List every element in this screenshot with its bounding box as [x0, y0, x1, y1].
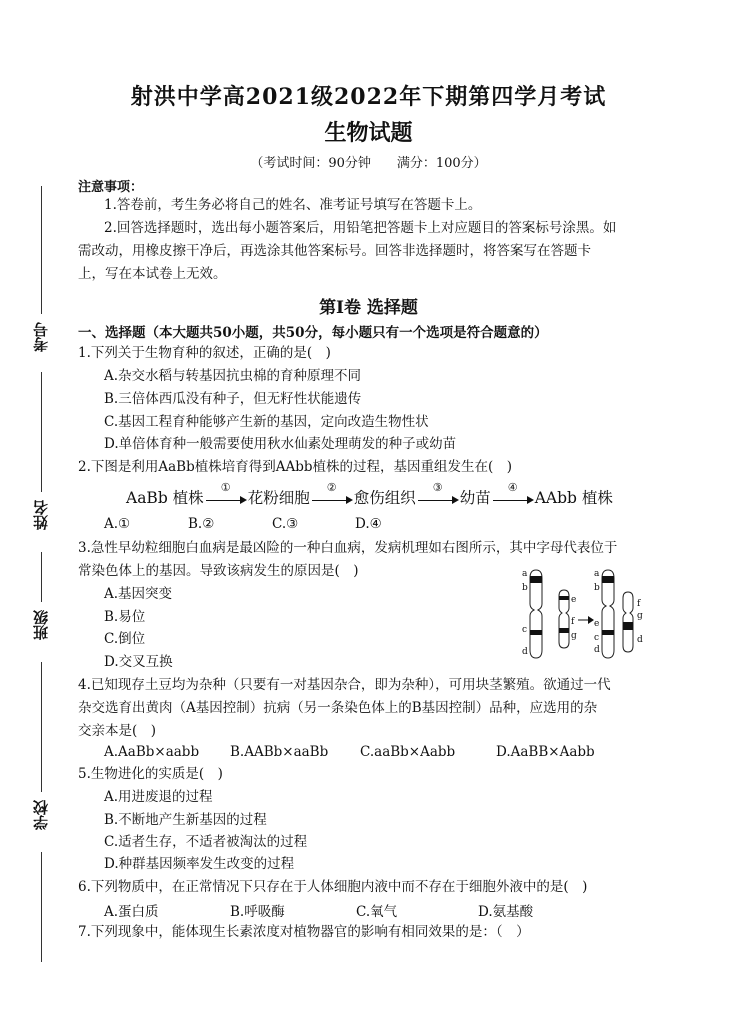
chromosome-translocation-figure [522, 566, 652, 664]
q2-option-b: B.② [188, 516, 215, 532]
q1-option-a: A.杂交水稻与转基因抗虫棉的育种原理不同 [104, 368, 362, 384]
binding-line-3 [41, 552, 42, 602]
fig-letter-b: b [522, 583, 528, 593]
q4-option-c: C.aaBb×Aabb [360, 744, 456, 760]
fig-letter-c: c [522, 625, 528, 635]
q6-option-b: B.呼吸酶 [230, 904, 285, 920]
q1-option-d: D.单倍体育种一般需要使用秋水仙素处理萌发的种子或幼苗 [104, 436, 457, 452]
fig-letter-e: e [571, 595, 577, 605]
notice-line-2: 2.回答选择题时，选出每小题答案后，用铅笔把答题卡上对应题目的答案标号涂黑。如 [104, 220, 617, 236]
flow-arrow-2: ② [310, 490, 354, 508]
fig-letter-g: g [571, 631, 577, 641]
fig-letter-g2: e [594, 619, 600, 629]
fig-letter-e2: f [637, 599, 641, 609]
q3-option-c: C.倒位 [104, 631, 146, 647]
q2-option-a: A.① [104, 516, 131, 532]
q4-stem-line-1: 4.已知现存土豆均为杂种（只要有一对基因杂合，即为杂种），可用块茎繁殖。欲通过一代 [78, 677, 611, 693]
q4-option-b: B.AABb×aaBb [230, 744, 329, 760]
q4-option-a: A.AaBb×aabb [104, 744, 200, 760]
binding-line-4 [41, 662, 42, 792]
fig-letter-d: d [522, 647, 528, 657]
fig-letter-b2: b [594, 583, 600, 593]
exam-title: 射洪中学高2021级2022年下期第四学月考试 [130, 84, 607, 110]
q3-option-d: D.交叉互换 [104, 654, 173, 670]
side-label-name: 姓名 [32, 500, 50, 530]
q4-stem-line-2: 杂交选育出黄肉（A基因控制）抗病（另一条染色体上的B基因控制）品种，应选用的杂 [78, 700, 598, 716]
q5-option-d: D.种群基因频率发生改变的过程 [104, 856, 295, 872]
flow-node-2: 花粉细胞 [247, 489, 310, 507]
q4-option-d: D.AaBB×Aabb [496, 744, 595, 760]
fig-letter-d2: d [594, 645, 600, 655]
q2-option-c: C.③ [272, 516, 299, 532]
flow-node-5: AAbb 植株 [534, 489, 613, 507]
flow-arrow-3: ③ [416, 490, 460, 508]
q6-stem: 6.下列物质中，在正常情况下只存在于人体细胞内液中而不存在于细胞外液中的是( ) [78, 879, 588, 895]
q3-option-a: A.基因突变 [104, 586, 173, 602]
q1-option-c: C.基因工程育种能够产生新的基因，定向改造生物性状 [104, 414, 429, 430]
q3-stem-line-2: 常染色体上的基因。导致该病发生的原因是( ) [78, 563, 359, 579]
flow-node-3: 愈伤组织 [353, 489, 416, 507]
exam-meta: （考试时间：90分钟 满分：100分） [250, 156, 487, 171]
side-label-class: 班级 [32, 610, 50, 640]
notice-heading: 注意事项： [78, 180, 144, 195]
fig-letter-a2: a [594, 569, 600, 579]
flow-node-1: AaBb 植株 [126, 489, 204, 507]
notice-line-4: 上，写在本试卷上无效。 [78, 266, 227, 282]
fig-letter-f: f [571, 617, 575, 627]
q5-option-b: B.不断地产生新基因的过程 [104, 812, 267, 828]
q6-option-c: C.氧气 [356, 904, 398, 920]
section-title: 第Ⅰ卷 选择题 [319, 298, 418, 318]
q2-option-d: D.④ [355, 516, 382, 532]
flow-arrow-1: ① [204, 490, 248, 508]
part-title: 一、选择题（本大题共50小题，共50分，每小题只有一个选项是符合题意的） [78, 325, 548, 341]
q6-option-a: A.蛋白质 [104, 904, 159, 920]
q3-option-b: B.易位 [104, 609, 146, 625]
q3-stem-line-1: 3.急性早幼粒细胞白血病是最凶险的一种白血病，发病机理如右图所示，其中字母代表位于 [78, 540, 618, 556]
q1-option-b: B.三倍体西瓜没有种子，但无籽性状能遗传 [104, 391, 362, 407]
fig-letter-d3: d [637, 635, 643, 645]
q5-option-c: C.适者生存，不适者被淘汰的过程 [104, 834, 308, 850]
q4-stem-line-3: 交亲本是( ) [78, 723, 157, 739]
notice-line-1: 1.答卷前，考生务必将自己的姓名、准考证号填写在答题卡上。 [104, 197, 482, 213]
flow-node-4: 幼苗 [459, 489, 491, 507]
fig-letter-a: a [522, 569, 528, 579]
q1-stem: 1.下列关于生物育种的叙述，正确的是( ) [78, 345, 331, 361]
flow-arrow-4: ④ [491, 490, 535, 508]
fig-letter-f2: g [637, 611, 643, 621]
q2-flow-diagram [126, 481, 613, 508]
q5-stem: 5.生物进化的实质是( ) [78, 766, 223, 782]
exam-subtitle: 生物试题 [324, 120, 413, 146]
binding-line-2 [41, 372, 42, 492]
notice-line-3: 需改动，用橡皮擦干净后，再选涂其他答案标号。回答非选择题时，将答案写在答题卡 [78, 243, 591, 259]
q5-option-a: A.用进废退的过程 [104, 789, 213, 805]
side-label-school: 学校 [32, 800, 50, 830]
q7-stem: 7.下列现象中，能体现生长素浓度对植物器官的影响有相同效果的是：（ ） [78, 924, 530, 940]
q6-option-d: D.氨基酸 [478, 904, 534, 920]
binding-line-bottom [41, 852, 42, 962]
q2-stem: 2.下图是利用AaBb植株培育得到AAbb植株的过程，基因重组发生在( ) [78, 459, 513, 475]
fig-letter-c2: c [594, 633, 600, 643]
side-label-exam-number: 考号 [32, 322, 50, 352]
